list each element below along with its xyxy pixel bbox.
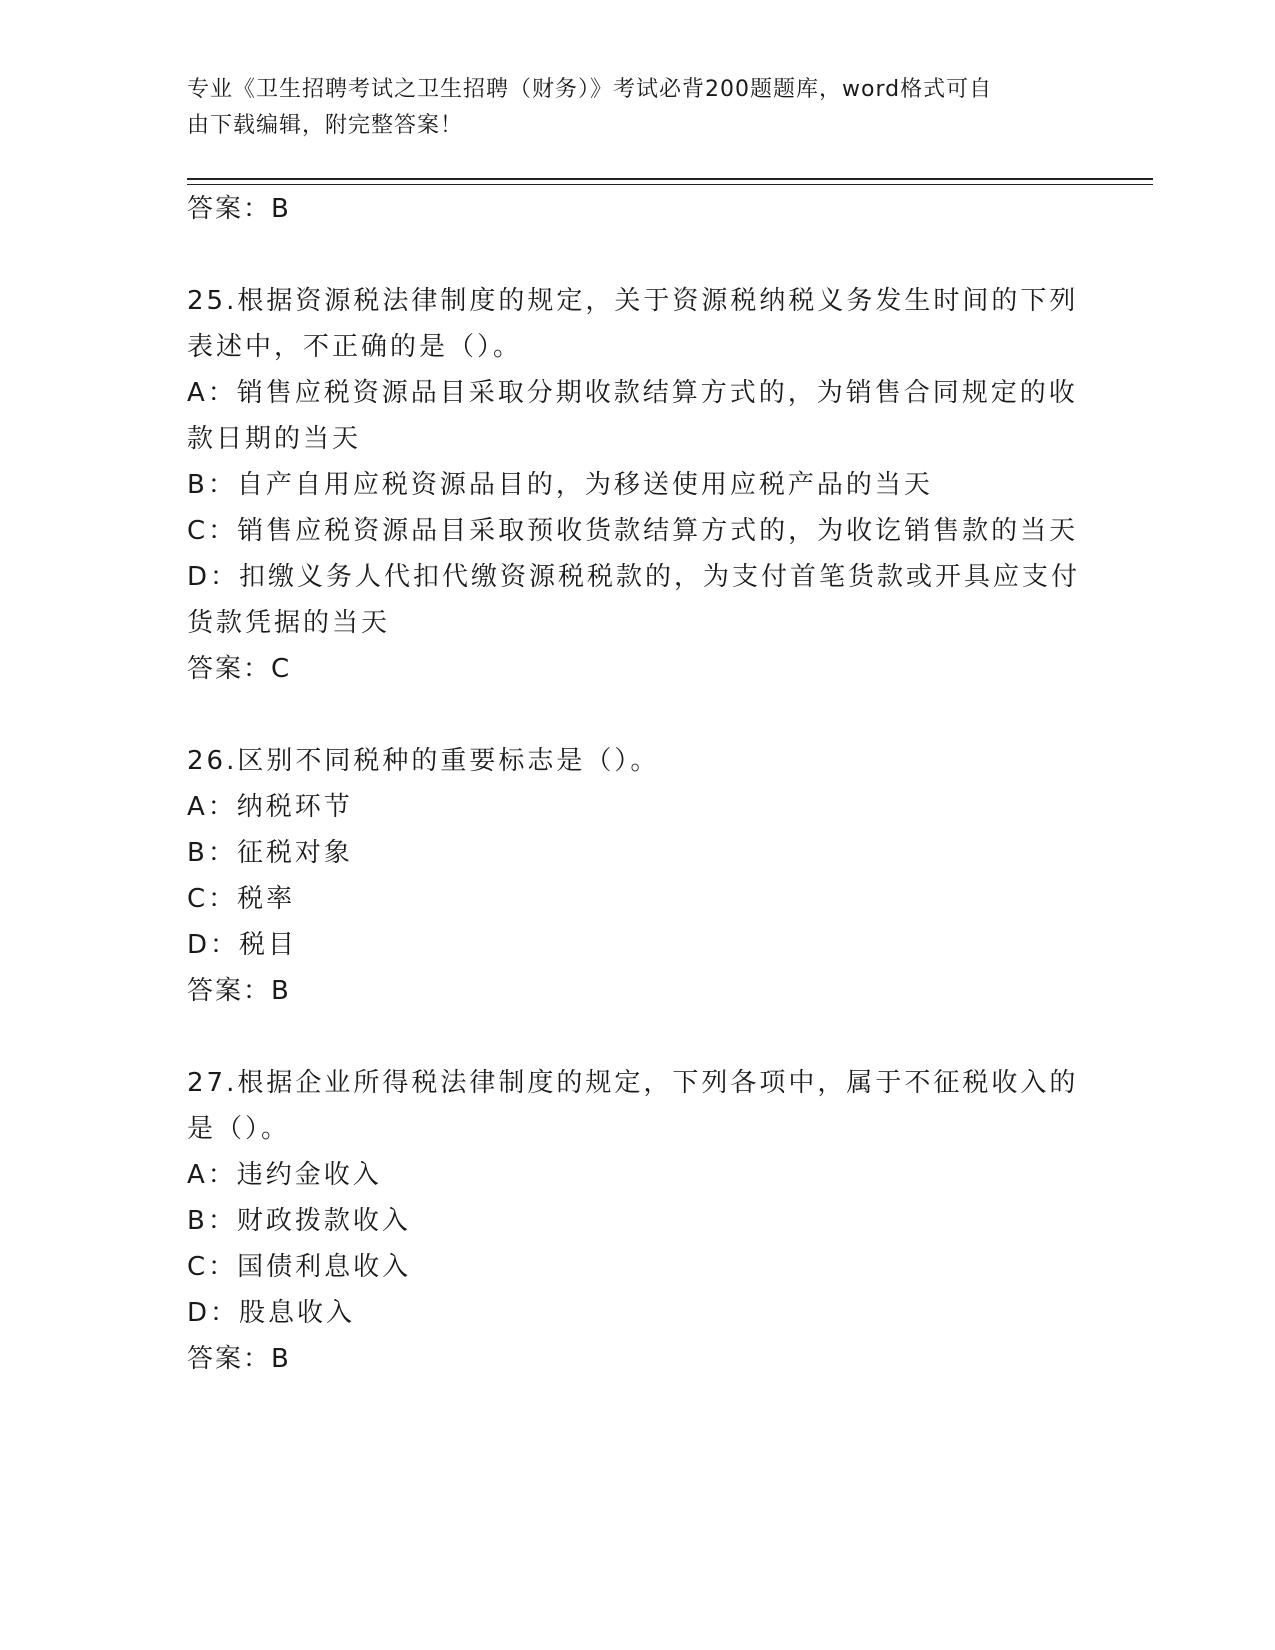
option-c: C：税率 [187, 884, 296, 914]
option-b: B：财政拨款收入 [187, 1206, 411, 1236]
option-a: A：销售应税资源品目采取分期收款结算方式的，为销售合同规定的收 [187, 378, 1078, 408]
question-stem-continued: 是（）。 [187, 1114, 291, 1144]
header-line-1: 专业《卫生招聘考试之卫生招聘（财务）》考试必背200题题库，word格式可自 [187, 77, 993, 102]
option-b: B：自产自用应税资源品目的，为移送使用应税产品的当天 [187, 470, 933, 500]
question-list [187, 186, 1087, 1382]
option-d: D：税目 [187, 930, 298, 960]
option-c: C：国债利息收入 [187, 1252, 412, 1282]
option-d-continued: 货款凭据的当天 [187, 608, 391, 638]
option-c: C：销售应税资源品目采取预收货款结算方式的，为收讫销售款的当天 [187, 516, 1079, 546]
header-divider-thick [187, 178, 1153, 180]
option-d: D：股息收入 [187, 1298, 356, 1328]
question-26 [187, 738, 1087, 1014]
option-a: A：违约金收入 [187, 1160, 382, 1190]
option-a-continued: 款日期的当天 [187, 424, 362, 454]
previous-answer: 答案：B [187, 194, 291, 224]
answer: 答案：B [187, 1344, 291, 1374]
answer: 答案：B [187, 976, 291, 1006]
spacer [187, 692, 1087, 738]
question-stem: 25.根据资源税法律制度的规定，关于资源税纳税义务发生时间的下列 [187, 286, 1079, 316]
document-header [187, 72, 1067, 144]
option-d: D：扣缴义务人代扣代缴资源税税款的，为支付首笔货款或开具应支付 [187, 562, 1081, 592]
header-divider-thin [187, 184, 1153, 185]
spacer [187, 232, 1087, 278]
question-stem: 26.区别不同税种的重要标志是（）。 [187, 746, 660, 776]
question-27 [187, 1060, 1087, 1382]
answer: 答案：C [187, 654, 292, 684]
option-a: A：纳税环节 [187, 792, 353, 822]
spacer [187, 1014, 1087, 1060]
question-25 [187, 278, 1087, 692]
option-b: B：征税对象 [187, 838, 353, 868]
question-stem-continued: 表述中，不正确的是（）。 [187, 332, 523, 362]
question-stem: 27.根据企业所得税法律制度的规定，下列各项中，属于不征税收入的 [187, 1068, 1079, 1098]
header-line-2: 由下载编辑，附完整答案！ [187, 113, 464, 138]
